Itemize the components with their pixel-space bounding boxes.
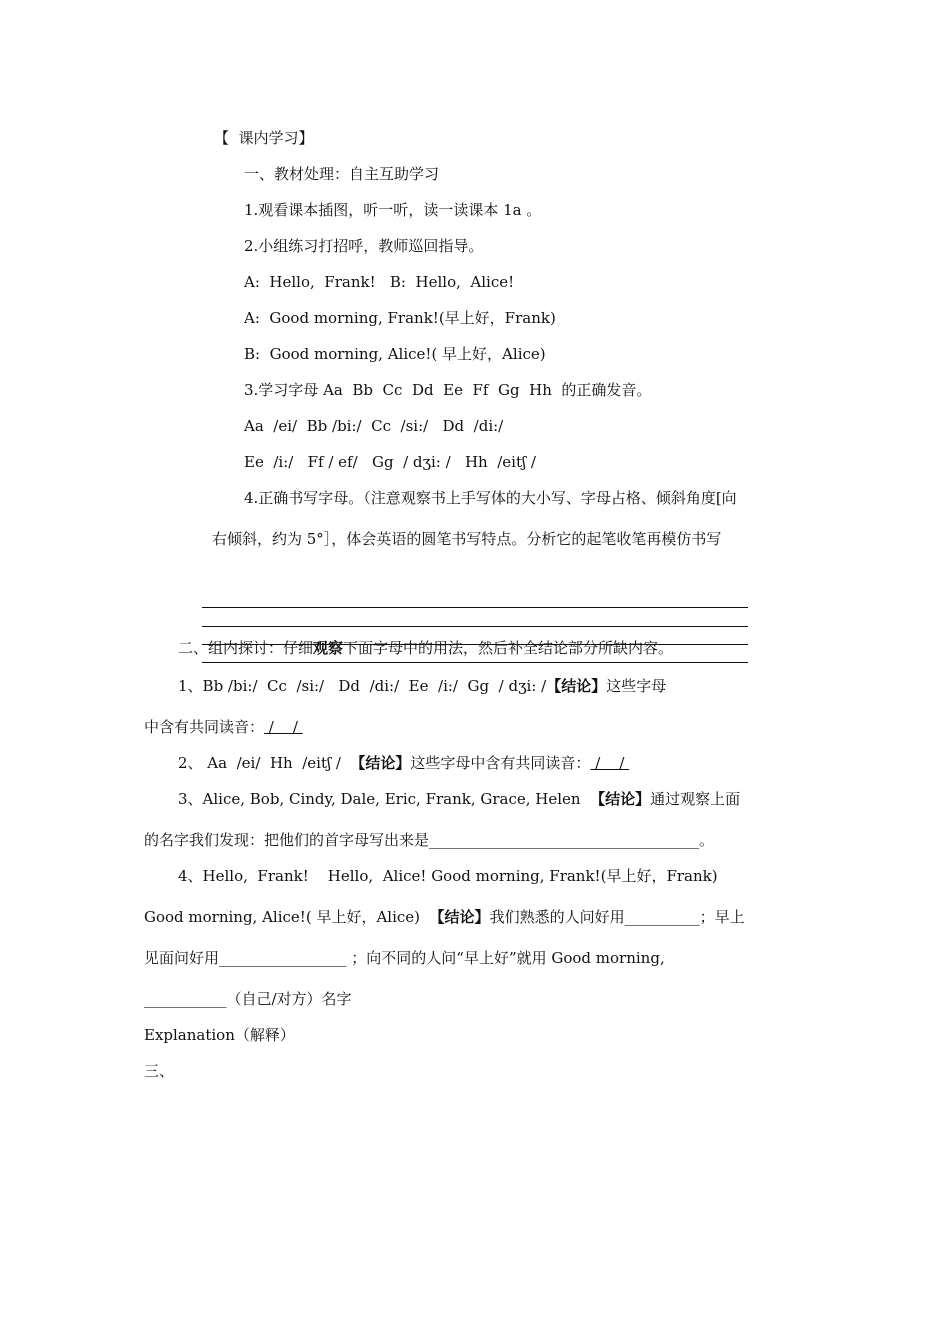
item-3-cont: 的名字我们发现：把他们的首字母写出来是____________________________________。	[144, 831, 715, 849]
dialog-line-2: A: Good morning, Frank!(早上好，Frank)	[244, 309, 556, 327]
item-4-cont-2: 见面问好用_________________ ；向不同的人问“早上好”就用 Good morning,	[144, 949, 665, 967]
section1-heading: 【 课内学习】	[214, 129, 314, 147]
step-4-line-1: 4.正确书写字母。（注意观察书上手写体的大小写、字母占格、倾斜角度[向	[244, 489, 737, 507]
answer-blank: / /	[264, 718, 303, 736]
item-4-cont-1: Good morning, Alice!( 早上好，Alice) 【结论】我们熟悉的人问好用__________；早上	[144, 908, 745, 926]
answer-blank: ____________________________________	[429, 831, 700, 849]
phonetics-line-1: Aa /ei/ Bb /bi:/ Cc /si:/ Dd /di:/	[244, 417, 504, 435]
section1-subtitle: 一、教材处理：自主互助学习	[244, 165, 440, 183]
item-2: 2、 Aa /ei/ Hh /eitʃ / 【结论】这些字母中含有共同读音： / /	[178, 754, 630, 772]
answer-blank: _________________	[219, 949, 347, 967]
step-1: 1.观看课本插图，听一听，读一读课本 1a 。	[244, 201, 542, 219]
answer-blank: / /	[590, 754, 630, 772]
step-2: 2.小组练习打招呼，教师巡回指导。	[244, 237, 484, 255]
answer-blank: __________	[624, 908, 700, 926]
answer-blank: ___________	[144, 990, 227, 1008]
section2-title: 二、组内探讨：仔细观察下面字母中的用法，然后补全结论部分所缺内容。	[178, 639, 674, 657]
step-4-line-2: 右倾斜，约为 5°］，体会英语的圆笔书写特点。分析它的起笔收笔再模仿书写	[212, 530, 722, 548]
item-1-cont: 中含有共同读音： / /	[144, 718, 303, 736]
phonetics-line-2: Ee /i:/ Ff / ef/ Gg / dʒi: / Hh /eitʃ /	[244, 453, 536, 471]
item-4: 4、Hello, Frank! Hello, Alice! Good morning, Frank!(早上好，Frank)	[178, 867, 718, 885]
item-3: 3、Alice, Bob, Cindy, Dale, Eric, Frank, Grace, Helen 【结论】通过观察上面	[178, 790, 741, 808]
writing-line-2	[202, 626, 748, 627]
item-4-cont-3: ___________（自己/对方）名字	[144, 990, 352, 1008]
dialog-line-3: B: Good morning, Alice!( 早上好，Alice)	[244, 345, 546, 363]
section3-title: 三、	[144, 1062, 175, 1080]
item-1: 1、Bb /bi:/ Cc /si:/ Dd /di:/ Ee /i:/ Gg / dʒi: /【结论】这些字母	[178, 677, 667, 695]
writing-line-1	[202, 607, 748, 608]
dialog-line-1: A: Hello, Frank! B: Hello, Alice!	[244, 273, 515, 291]
step-3: 3.学习字母 Aa Bb Cc Dd Ee Ff Gg Hh 的正确发音。	[244, 381, 652, 399]
explanation-label: Explanation（解释）	[144, 1026, 295, 1044]
writing-line-4	[202, 662, 748, 663]
